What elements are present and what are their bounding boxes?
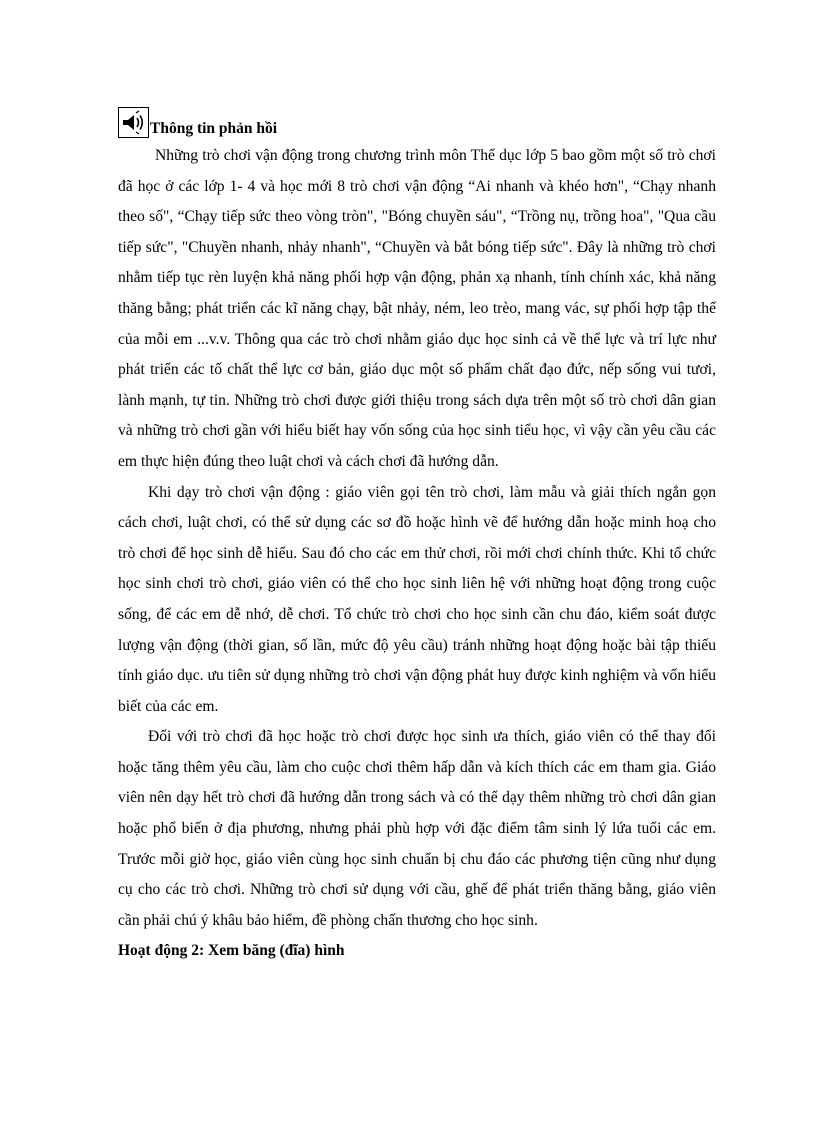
activity-2-heading: Hoạt động 2: Xem băng (đĩa) hình bbox=[118, 942, 345, 960]
speaker-icon bbox=[118, 107, 149, 138]
paragraph-games-overview: Những trò chơi vận động trong chương trình môn Thể dục lớp 5 bao gồm một số trò chơi đã học ở các lớp 1- 4 và học mới 8 trò chơi vận động “Ai nhanh và khéo hơn", “Chạy nhanh theo số", “Chạy tiếp sức theo vòng tròn", "Bóng chuyền sáu", “Trồng nụ, trồng hoa", "Qua cầu tiếp sức", "Chuyền nhanh, nhảy nhanh", “Chuyền và bắt bóng tiếp sức". Đây là những trò chơi nhằm tiếp tục rèn luyện khả năng phối hợp vận động, phản xạ nhanh, tính chính xác, khả năng thăng bằng; phát triển các kĩ năng chạy, bật nhảy, ném, leo trèo, mang vác, sự phối hợp tập thể của mỗi em ...v.v. Thông qua các trò chơi nhằm giáo dục học sinh cả về thể lực và trí lực như phát triển các tố chất thể lực cơ bản, giáo dục một số phẩm chất đạo đức, nếp sống vui tươi, lành mạnh, tự tin. Những trò chơi được giới thiệu trong sách dựa trên một số trò chơi dân gian và những trò chơi gần với hiểu biết hay vốn sống của học sinh tiểu học, vì vậy cần yêu cầu các em thực hiện đúng theo luật chơi và cách chơi đã hướng dẫn. bbox=[118, 147, 716, 470]
paragraph-teaching-method: Khi dạy trò chơi vận động : giáo viên gọi tên trò chơi, làm mẫu và giải thích ngắn gọn cách chơi, luật chơi, có thể sử dụng các sơ đồ hoặc hình vẽ để hướng dẫn hoặc minh hoạ cho trò chơi để học sinh dễ hiểu. Sau đó cho các em thử chơi, rồi mới chơi chính thức. Khi tổ chức học sinh chơi trò chơi, giáo viên có thể cho học sinh liên hệ với những hoạt động trong cuộc sống, để các em dễ nhớ, dễ chơi. Tổ chức trò chơi cho học sinh cần chu đáo, kiểm soát được lượng vận động (thời gian, số lần, mức độ yêu cầu) tránh những hoạt động hoặc bài tập thiếu tính giáo dục. ưu tiên sử dụng những trò chơi vận động phát huy được kinh nghiệm và vốn hiểu biết của các em. bbox=[118, 483, 716, 715]
section-title: Thông tin phản hồi bbox=[150, 120, 278, 137]
feedback-section-heading bbox=[118, 100, 716, 138]
document-page bbox=[118, 100, 716, 966]
paragraph-game-adaptation: Đối với trò chơi đã học hoặc trò chơi được học sinh ưa thích, giáo viên có thể thay đổi hoặc tăng thêm yêu cầu, làm cho cuộc chơi thêm hấp dẫn và kích thích các em tham gia. Giáo viên nên dạy hết trò chơi đã hướng dẫn trong sách và có thể dạy thêm những trò chơi dân gian hoặc phổ biến ở địa phương, nhưng phải phù hợp với đặc điểm tâm sinh lý lứa tuổi các em. Trước mỗi giờ học, giáo viên cùng học sinh chuẩn bị chu đáo các phương tiện cũng như dụng cụ cho các trò chơi. Những trò chơi sử dụng với cầu, ghế để phát triển thăng bằng, giáo viên cần phải chú ý khâu bảo hiểm, đề phòng chấn thương cho học sinh. bbox=[118, 728, 716, 929]
